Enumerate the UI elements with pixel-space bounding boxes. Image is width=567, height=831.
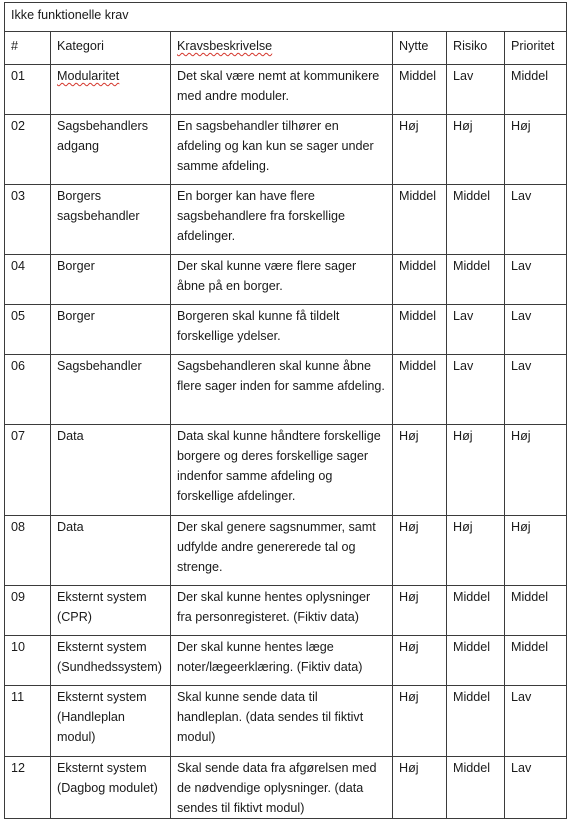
cell-kategori: Data: [51, 516, 171, 586]
cell-prioritet: Lav: [505, 305, 567, 355]
table-row: [5, 305, 567, 355]
cell-nytte: Middel: [393, 65, 447, 115]
cell-kategori: Borger: [51, 305, 171, 355]
cell-kategori: Borgers sagsbehandler: [51, 185, 171, 255]
cell-risiko: Lav: [447, 305, 505, 355]
cell-beskrivelse: Der skal kunne hentes læge noter/lægeerklæring. (Fiktiv data): [171, 636, 393, 686]
table-row: [5, 355, 567, 425]
cell-kategori: Eksternt system (CPR): [51, 586, 171, 636]
cell-id: 09: [5, 586, 51, 636]
cell-id: 12: [5, 757, 51, 819]
cell-prioritet: Høj: [505, 115, 567, 185]
column-header-nytte: Nytte: [393, 32, 447, 65]
cell-beskrivelse: Borgeren skal kunne få tildelt forskellige ydelser.: [171, 305, 393, 355]
cell-prioritet: Lav: [505, 355, 567, 425]
table-row: [5, 757, 567, 819]
table-row: [5, 255, 567, 305]
table-row: [5, 115, 567, 185]
cell-risiko: Middel: [447, 757, 505, 819]
cell-id: 11: [5, 686, 51, 757]
column-header-number: #: [5, 32, 51, 65]
cell-id: 07: [5, 425, 51, 516]
cell-risiko: Høj: [447, 425, 505, 516]
cell-prioritet: Lav: [505, 255, 567, 305]
table-row: [5, 636, 567, 686]
cell-beskrivelse: Skal kunne sende data til handleplan. (data sendes til fiktivt modul): [171, 686, 393, 757]
cell-kategori: Sagsbehandler: [51, 355, 171, 425]
table-header-row: [5, 32, 567, 65]
cell-kategori-text: Modularitet: [57, 69, 120, 83]
cell-risiko: Middel: [447, 185, 505, 255]
cell-risiko: Høj: [447, 516, 505, 586]
column-header-kravsbeskrivelse: [171, 32, 393, 65]
cell-nytte: Høj: [393, 636, 447, 686]
cell-prioritet: Lav: [505, 686, 567, 757]
cell-beskrivelse: En borger kan have flere sagsbehandlere fra forskellige afdelinger.: [171, 185, 393, 255]
cell-id: 03: [5, 185, 51, 255]
table-row: [5, 516, 567, 586]
cell-id: 05: [5, 305, 51, 355]
cell-nytte: Høj: [393, 686, 447, 757]
cell-beskrivelse: En sagsbehandler tilhører en afdeling og kan kun se sager under samme afdeling.: [171, 115, 393, 185]
cell-nytte: Middel: [393, 305, 447, 355]
cell-id: 02: [5, 115, 51, 185]
cell-beskrivelse: Der skal genere sagsnummer, samt udfylde andre genererede tal og strenge.: [171, 516, 393, 586]
cell-nytte: Høj: [393, 757, 447, 819]
cell-beskrivelse: Der skal kunne være flere sager åbne på en borger.: [171, 255, 393, 305]
cell-kategori: Sagsbehandlers adgang: [51, 115, 171, 185]
column-header-risiko: Risiko: [447, 32, 505, 65]
cell-kategori: Borger: [51, 255, 171, 305]
cell-beskrivelse: Det skal være nemt at kommunikere med andre moduler.: [171, 65, 393, 115]
cell-beskrivelse: Skal sende data fra afgørelsen med de nødvendige oplysninger. (data sendes til fiktivt modul): [171, 757, 393, 819]
cell-prioritet: Lav: [505, 757, 567, 819]
column-header-prioritet: Prioritet: [505, 32, 567, 65]
cell-nytte: Middel: [393, 185, 447, 255]
column-header-kravsbeskrivelse-label: Kravsbeskrivelse: [177, 39, 273, 53]
table-title-row: [5, 3, 567, 32]
cell-kategori: Eksternt system (Dagbog modulet): [51, 757, 171, 819]
cell-risiko: Middel: [447, 255, 505, 305]
cell-kategori: Data: [51, 425, 171, 516]
cell-id: 06: [5, 355, 51, 425]
cell-risiko: Middel: [447, 586, 505, 636]
cell-prioritet: Middel: [505, 586, 567, 636]
column-header-kategori: Kategori: [51, 32, 171, 65]
cell-id: 01: [5, 65, 51, 115]
requirements-document: [4, 2, 567, 819]
requirements-table: [4, 2, 567, 819]
cell-nytte: Høj: [393, 115, 447, 185]
cell-prioritet: Lav: [505, 185, 567, 255]
cell-id: 04: [5, 255, 51, 305]
cell-kategori: Eksternt system (Sundhedssystem): [51, 636, 171, 686]
cell-beskrivelse: Data skal kunne håndtere forskellige borgere og deres forskellige sager indenfor samme afdeling og forskellige afdelinger.: [171, 425, 393, 516]
cell-kategori: Eksternt system (Handleplan modul): [51, 686, 171, 757]
cell-nytte: Høj: [393, 586, 447, 636]
cell-prioritet: Middel: [505, 65, 567, 115]
table-title: Ikke funktionelle krav: [5, 3, 567, 32]
cell-risiko: Middel: [447, 636, 505, 686]
table-row: [5, 586, 567, 636]
cell-kategori: [51, 65, 171, 115]
cell-risiko: Lav: [447, 355, 505, 425]
cell-id: 10: [5, 636, 51, 686]
cell-beskrivelse: Der skal kunne hentes oplysninger fra personregisteret. (Fiktiv data): [171, 586, 393, 636]
cell-nytte: Middel: [393, 355, 447, 425]
cell-nytte: Middel: [393, 255, 447, 305]
cell-prioritet: Høj: [505, 425, 567, 516]
cell-beskrivelse: Sagsbehandleren skal kunne åbne flere sager inden for samme afdeling.: [171, 355, 393, 425]
cell-prioritet: Middel: [505, 636, 567, 686]
table-row: [5, 65, 567, 115]
cell-risiko: Lav: [447, 65, 505, 115]
cell-risiko: Middel: [447, 686, 505, 757]
table-row: [5, 425, 567, 516]
cell-prioritet: Høj: [505, 516, 567, 586]
cell-id: 08: [5, 516, 51, 586]
cell-nytte: Høj: [393, 425, 447, 516]
table-row: [5, 686, 567, 757]
table-row: [5, 185, 567, 255]
cell-nytte: Høj: [393, 516, 447, 586]
cell-risiko: Høj: [447, 115, 505, 185]
